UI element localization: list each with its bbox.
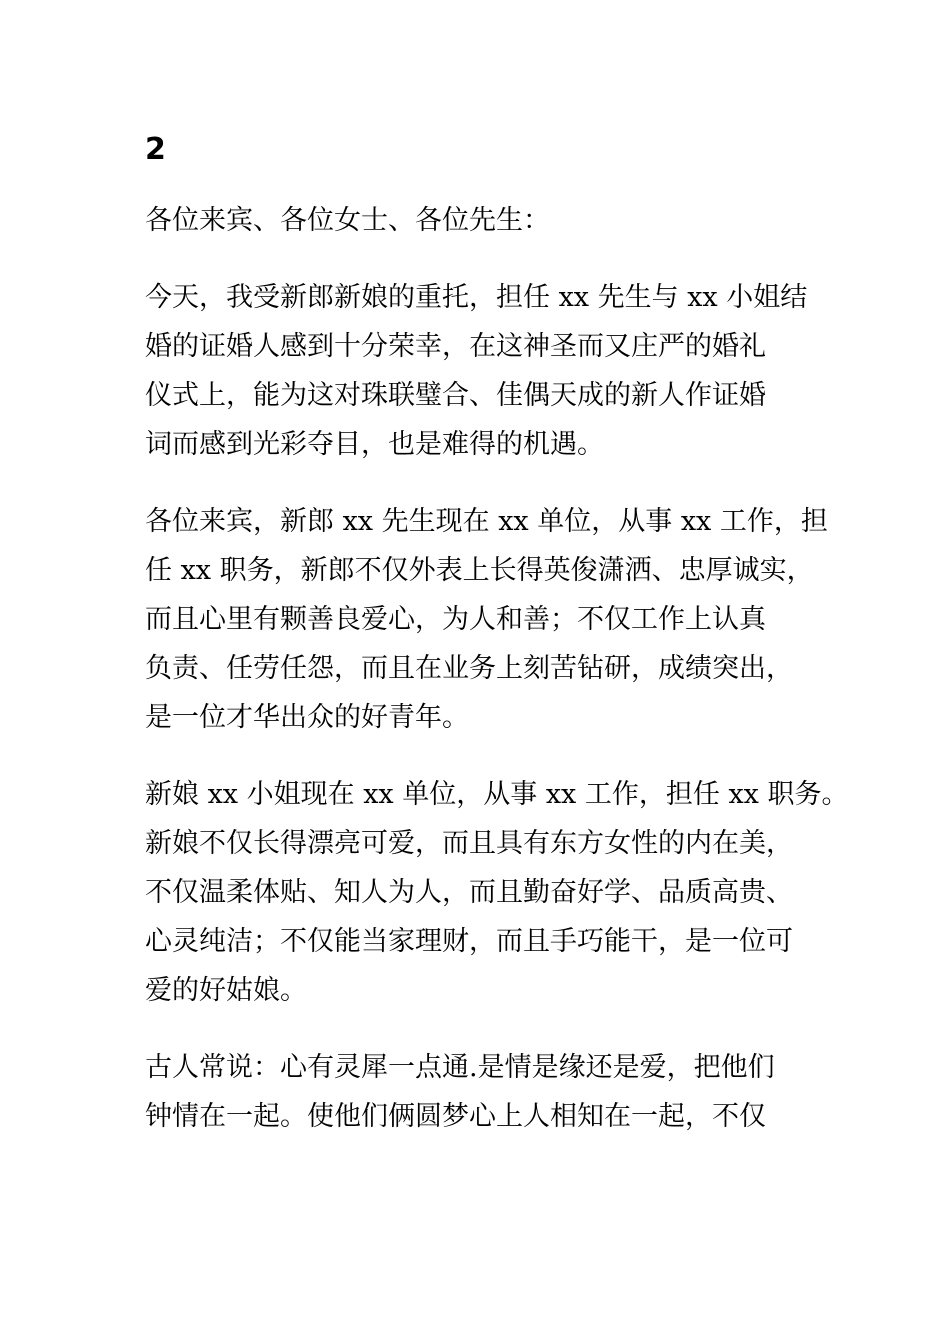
text-line: 是一位才华出众的好青年。 xyxy=(145,702,469,733)
paragraph-closing xyxy=(145,1043,835,1141)
document-body xyxy=(145,196,849,1169)
page-heading: 2 xyxy=(145,132,166,167)
text-line: 今天，我受新郎新娘的重托，担任 xx 先生与 xx 小姐结 xyxy=(145,282,808,313)
paragraph-introduction xyxy=(145,273,835,469)
text-line: 各位来宾、各位女士、各位先生： xyxy=(145,205,550,236)
text-line: 心灵纯洁；不仅能当家理财，而且手巧能干，是一位可 xyxy=(145,926,793,957)
text-line: 而且心里有颗善良爱心，为人和善；不仅工作上认真 xyxy=(145,604,766,635)
text-line: 古人常说：心有灵犀一点通.是情是缘还是爱，把他们 xyxy=(145,1052,775,1083)
text-line: 任 xx 职务，新郎不仅外表上长得英俊潇洒、忠厚诚实， xyxy=(145,555,814,586)
paragraph-greeting xyxy=(145,196,835,245)
text-line: 新娘不仅长得漂亮可爱，而且具有东方女性的内在美， xyxy=(145,828,793,859)
text-line: 仪式上，能为这对珠联璧合、佳偶天成的新人作证婚 xyxy=(145,380,766,411)
text-line: 各位来宾，新郎 xx 先生现在 xx 单位，从事 xx 工作，担 xyxy=(145,506,828,537)
text-line: 新娘 xx 小姐现在 xx 单位，从事 xx 工作，担任 xx 职务。 xyxy=(145,779,849,810)
paragraph-bride xyxy=(145,770,849,1015)
text-line: 不仅温柔体贴、知人为人，而且勤奋好学、品质高贵、 xyxy=(145,877,793,908)
text-line: 词而感到光彩夺目，也是难得的机遇。 xyxy=(145,429,604,460)
paragraph-groom xyxy=(145,497,835,742)
text-line: 婚的证婚人感到十分荣幸，在这神圣而又庄严的婚礼 xyxy=(145,331,766,362)
text-line: 爱的好姑娘。 xyxy=(145,975,307,1006)
text-line: 钟情在一起。使他们俩圆梦心上人相知在一起，不仅 xyxy=(145,1101,766,1132)
text-line: 负责、任劳任怨，而且在业务上刻苦钻研，成绩突出， xyxy=(145,653,793,684)
